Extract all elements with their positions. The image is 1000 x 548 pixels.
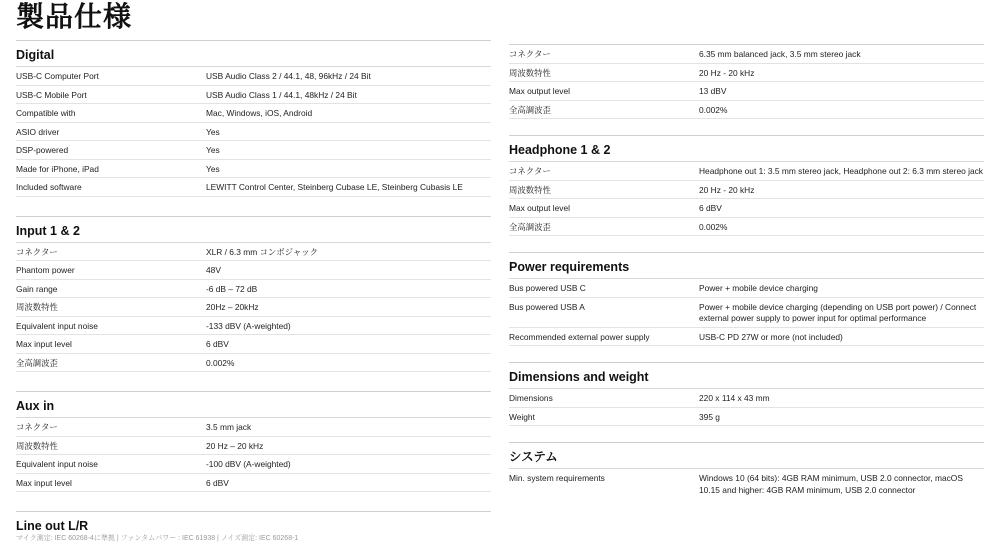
spec-row — [16, 317, 491, 336]
spec-label: Min. system requirements — [509, 473, 605, 483]
spec-value: Yes — [206, 126, 220, 137]
spec-label: コネクター — [16, 422, 58, 432]
spec-value: 3.5 mm jack — [206, 422, 252, 432]
spec-row — [16, 141, 491, 160]
spec-label: USB-C Computer Port — [16, 71, 99, 81]
spec-value: 0.002% — [206, 357, 235, 368]
spec-row — [509, 389, 984, 408]
spec-value: Headphone out 1: 3.5 mm stereo jack, Headphone out 2: 6.3 mm stereo jack — [699, 166, 983, 176]
spec-row — [509, 469, 984, 498]
section-title: Line out L/R — [16, 519, 89, 533]
section-gap — [509, 119, 984, 135]
spec-label: Weight — [509, 411, 535, 422]
spec-row — [16, 178, 491, 197]
section-title: Input 1 & 2 — [16, 217, 491, 243]
spec-row — [16, 474, 491, 493]
spec-value: 0.002% — [699, 221, 728, 232]
spec-row — [509, 181, 984, 200]
spec-label: Gain range — [16, 283, 58, 294]
spec-row — [16, 123, 491, 142]
section-title: Headphone 1 & 2 — [509, 136, 984, 162]
section-title: Digital — [16, 41, 491, 67]
spec-label: Phantom power — [16, 265, 75, 275]
spec-row — [509, 64, 984, 83]
spec-row — [509, 279, 984, 298]
spec-value: -6 dB – 72 dB — [206, 283, 258, 294]
spec-value: 6 dBV — [206, 339, 229, 349]
spec-label: ASIO driver — [16, 126, 60, 137]
spec-label: Compatible with — [16, 108, 76, 118]
section-gap — [16, 492, 491, 511]
spec-label: 全高調波歪 — [16, 357, 58, 368]
spec-label: Max output level — [509, 86, 570, 96]
spec-value: XLR / 6.3 mm コンボジャック — [206, 246, 318, 257]
section-title: Dimensions and weight — [509, 363, 984, 389]
spec-label: 周波数特性 — [509, 184, 551, 195]
section-title: Aux in — [16, 392, 491, 418]
spec-label: 周波数特性 — [16, 440, 58, 451]
spec-value: Yes — [206, 145, 220, 155]
spec-label: 全高調波歪 — [509, 104, 551, 115]
spec-value: USB Audio Class 2 / 44.1, 48, 96kHz / 24 Bit — [206, 71, 371, 81]
spec-row — [509, 199, 984, 218]
spec-label: Equivalent input noise — [16, 459, 98, 469]
section-gap — [16, 372, 491, 391]
spec-value: Mac, Windows, iOS, Android — [206, 108, 313, 118]
spec-label: Recommended external power supply — [509, 331, 650, 342]
spec-row — [16, 104, 491, 123]
spec-value: LEWITT Control Center, Steinberg Cubase LE, Steinberg Cubasis LE — [206, 182, 463, 192]
spec-label: DSP-powered — [16, 145, 69, 155]
spec-row — [16, 261, 491, 280]
spec-row — [509, 82, 984, 101]
spec-value: 6.35 mm balanced jack, 3.5 mm stereo jack — [699, 49, 861, 59]
spec-label: Max input level — [16, 477, 72, 488]
spec-row — [509, 162, 984, 181]
spec-row — [16, 86, 491, 105]
spec-label: 周波数特性 — [509, 67, 551, 78]
spec-value: 0.002% — [699, 104, 728, 115]
spec-label: Equivalent input noise — [16, 320, 98, 331]
spec-label: Bus powered USB A — [509, 301, 585, 312]
spec-value: 20 Hz - 20 kHz — [699, 184, 755, 195]
section-gap — [16, 197, 491, 216]
section-gap — [509, 346, 984, 362]
spec-value: 6 dBV — [206, 477, 229, 488]
spec-label: Max input level — [16, 339, 72, 349]
section-dimensions — [509, 362, 984, 426]
spec-row — [16, 280, 491, 299]
section-input — [16, 216, 491, 373]
spec-value: 20Hz – 20kHz — [206, 302, 259, 312]
spec-value: 220 x 114 x 43 mm — [699, 393, 770, 403]
spec-label: 全高調波歪 — [509, 221, 551, 232]
section-aux-in — [16, 391, 491, 492]
spec-row — [16, 354, 491, 373]
spec-row — [509, 101, 984, 120]
footnote: マイク測定: IEC 60268-4に準拠 | ファンタムパワー : IEC 61938 | ノイズ測定: IEC 60268-1 — [16, 535, 299, 542]
spec-value: 6 dBV — [699, 203, 722, 213]
right-spec-column — [509, 44, 984, 498]
spec-row — [509, 45, 984, 64]
spec-label: Dimensions — [509, 393, 553, 403]
spec-label: 周波数特性 — [16, 302, 58, 312]
spec-row — [16, 437, 491, 456]
spec-row — [16, 418, 491, 437]
spec-row — [16, 243, 491, 262]
spec-row — [509, 298, 984, 328]
spec-label: Made for iPhone, iPad — [16, 163, 99, 174]
spec-value: 20 Hz – 20 kHz — [206, 440, 264, 451]
spec-value: -100 dBV (A-weighted) — [206, 459, 291, 469]
section-system — [509, 442, 984, 498]
spec-row — [16, 335, 491, 354]
section-title: Power requirements — [509, 253, 984, 279]
spec-value: USB Audio Class 1 / 44.1, 48kHz / 24 Bit — [206, 89, 357, 100]
section-title: システム — [509, 443, 984, 469]
spec-label: コネクター — [509, 166, 551, 176]
spec-value: USB-C PD 27W or more (not included) — [699, 331, 843, 342]
spec-label: コネクター — [509, 49, 551, 59]
spec-value: 395 g — [699, 411, 720, 422]
section-gap — [509, 426, 984, 442]
spec-label: USB-C Mobile Port — [16, 89, 87, 100]
section-headphone — [509, 135, 984, 236]
spec-value: Yes — [206, 163, 220, 174]
spec-value: Windows 10 (64 bits): 4GB RAM minimum, USB 2.0 connector, macOS 10.15 and higher: 4GB RAM minimum, USB 2.0 connector — [699, 473, 963, 495]
spec-row — [16, 298, 491, 317]
section-power — [509, 252, 984, 346]
spec-value: 13 dBV — [699, 86, 727, 96]
page-title: 製品仕様 — [16, 1, 133, 32]
section-gap — [509, 236, 984, 252]
spec-label: Max output level — [509, 203, 570, 213]
spec-row — [509, 218, 984, 237]
spec-value: 48V — [206, 265, 221, 275]
spec-label: Bus powered USB C — [509, 283, 586, 293]
spec-row — [509, 328, 984, 347]
section-line-out-continued — [509, 44, 984, 119]
spec-row — [16, 67, 491, 86]
spec-value: 20 Hz - 20 kHz — [699, 67, 755, 78]
spec-row — [509, 408, 984, 427]
spec-label: Included software — [16, 182, 82, 192]
spec-row — [16, 160, 491, 179]
spec-value: Power + mobile device charging — [699, 283, 818, 293]
spec-value: Power + mobile device charging (depending on USB port power) / Connect external power supply to power input for optimal performance — [699, 301, 977, 323]
spec-value: -133 dBV (A-weighted) — [206, 320, 291, 331]
section-digital — [16, 40, 491, 197]
spec-label: コネクター — [16, 246, 58, 257]
spec-row — [16, 455, 491, 474]
left-spec-column — [16, 40, 491, 538]
